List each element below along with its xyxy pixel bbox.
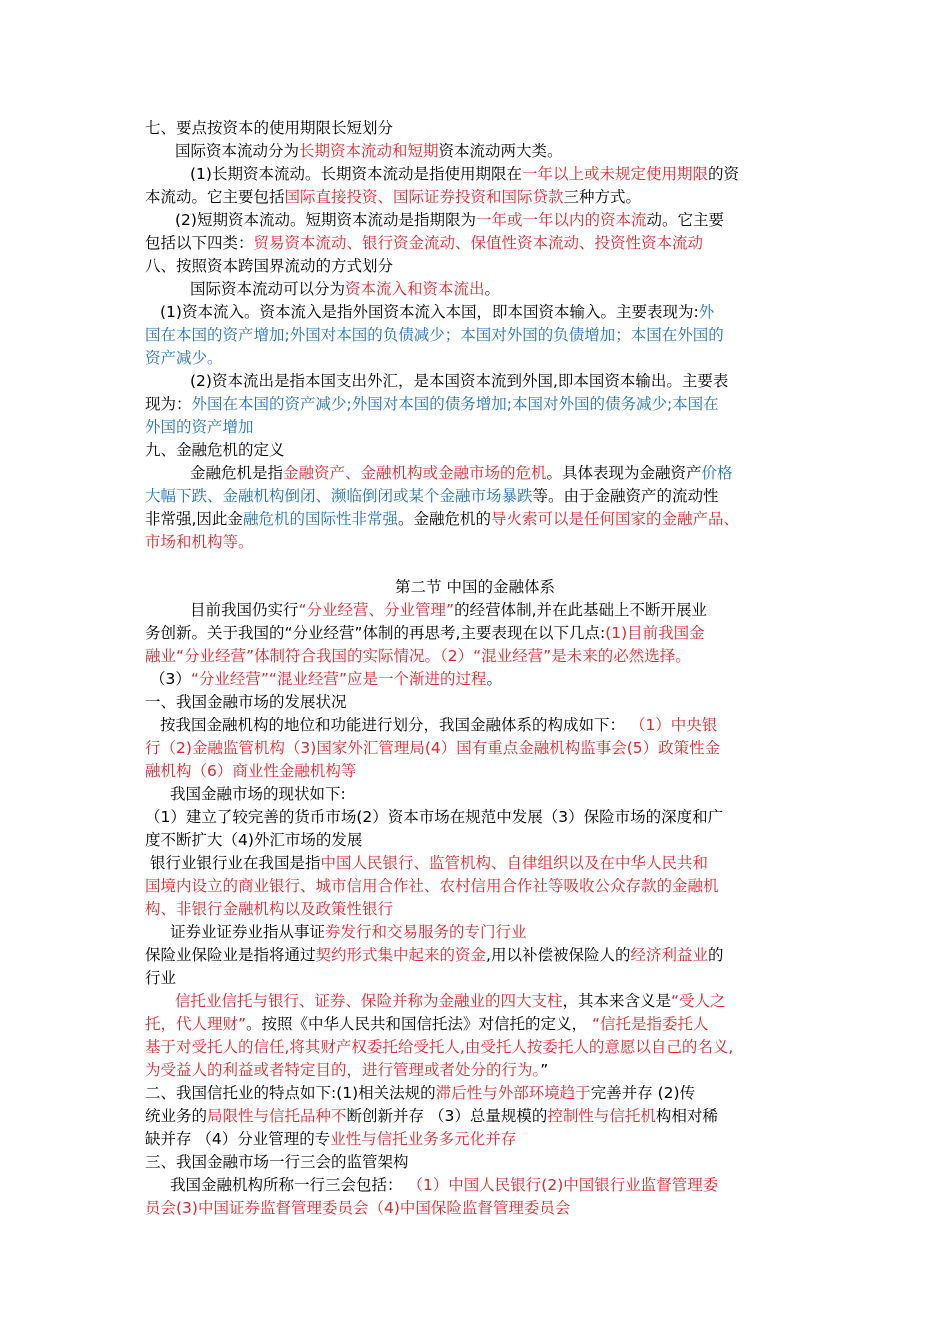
text-line bbox=[145, 485, 719, 508]
text-line bbox=[175, 209, 724, 232]
text-run: (1)长期资本流动。长期资本流动是指使用期限在 bbox=[190, 165, 522, 183]
text-run: (1)资本流入。资本流入是指外国资本流入本国，即本国资本输入。主要表现为: bbox=[160, 303, 699, 321]
text-run: 。 bbox=[486, 670, 503, 688]
text-run: 等。由于金融资产的流动性 bbox=[532, 487, 719, 505]
text-run: 现为： bbox=[145, 395, 192, 413]
highlight-red: “信托是指委托人 bbox=[591, 1015, 709, 1033]
highlight-red: 控制性与信托机 bbox=[547, 1107, 656, 1125]
highlight-blue: 外 bbox=[698, 303, 715, 321]
text-run: 国际资本流动分为 bbox=[175, 142, 300, 160]
text-line bbox=[145, 347, 223, 370]
text-run: 动。它主要 bbox=[646, 211, 724, 229]
text-line bbox=[160, 301, 714, 324]
text-line bbox=[145, 760, 356, 783]
section-heading-1 bbox=[145, 691, 347, 714]
text-run: 二、我国信托业的特点如下:(1)相关法规的 bbox=[145, 1084, 436, 1102]
text-line bbox=[145, 1059, 548, 1082]
highlight-blue: 大幅下跌、金融机构倒闭、濒临倒闭或某个金融市场暴跌 bbox=[145, 487, 533, 505]
text-run: 保险业保险业是指将通过 bbox=[145, 946, 316, 964]
highlight-red: 一年以上或未规定使用期限 bbox=[521, 165, 708, 183]
text-run: 证券业证券业指从事证 bbox=[170, 923, 326, 941]
text-run: 缺并存 （4）分业管理的专 bbox=[145, 1130, 331, 1148]
text-run: 。 bbox=[484, 280, 501, 298]
text-run: 完善并存 (2)传 bbox=[590, 1084, 696, 1102]
text-run: ，其本来含义是 bbox=[562, 992, 672, 1010]
highlight-red: 信托业信托与银行、证券、保险并称为金融业的四大支柱 bbox=[175, 992, 563, 1010]
text-line bbox=[145, 737, 720, 760]
text-run: 按我国金融机构的地位和功能进行划分，我国金融体系的构成如下： bbox=[160, 716, 630, 734]
text-run: 。按照《中华人民共和国信托法》对信托的定义， bbox=[246, 1015, 592, 1033]
highlight-red: 基于对受托人的信任,将其财产权委托给受托人,由受托人按委托人的意愿以自己的名义, bbox=[145, 1038, 734, 1056]
highlight-red: 经济利益业 bbox=[630, 946, 708, 964]
highlight-blue: 价格 bbox=[701, 464, 733, 482]
text-line bbox=[145, 944, 724, 967]
text-run: 九、金融危机的定义 bbox=[145, 441, 285, 459]
text-line bbox=[190, 462, 733, 485]
text-run: 三、我国金融市场一行三会的监管架构 bbox=[145, 1153, 409, 1171]
text-line bbox=[175, 990, 726, 1013]
text-line bbox=[145, 1013, 709, 1036]
highlight-red: 券发行和交易服务的专门行业 bbox=[325, 923, 527, 941]
highlight-blue: 外国的资产增加 bbox=[145, 418, 254, 436]
text-run: 本流动。它主要包括 bbox=[145, 188, 285, 206]
highlight-red: 为受益人的利益或者特定目的，进行管理或者处分的行为。 bbox=[145, 1061, 541, 1079]
text-run: 国际资本流动可以分为 bbox=[190, 280, 346, 298]
text-run: 目前我国仍实行 bbox=[190, 601, 299, 619]
text-line bbox=[145, 324, 724, 347]
text-line bbox=[190, 370, 728, 393]
highlight-blue: 资产减少。 bbox=[145, 349, 223, 367]
text-line bbox=[145, 622, 705, 645]
highlight-red: “分业经营、分业管理” bbox=[298, 601, 455, 619]
highlight-red: 金融资产、金融机构或金融市场的危机 bbox=[283, 464, 547, 482]
text-run: 第二节 中国的金融体系 bbox=[395, 578, 555, 596]
highlight-red: (1)目前我国金 bbox=[605, 624, 705, 642]
highlight-red: 滞后性与外部环境趋于 bbox=[435, 1084, 591, 1102]
text-run: 务创新。关于我国的“分业经营”体制的再思考,主要表现在以下几点: bbox=[145, 624, 606, 642]
highlight-red: 业性与信托业务多元化并存 bbox=[330, 1130, 517, 1148]
text-run: 的 bbox=[707, 946, 724, 964]
text-run: 统业务的 bbox=[145, 1107, 208, 1125]
text-line bbox=[145, 393, 719, 416]
highlight-red: 局限性与信托品种不 bbox=[207, 1107, 347, 1125]
highlight-blue: 外国在本国的资产减少;外国对本国的债务增加;本国对外国的债务减少;本国在 bbox=[191, 395, 719, 413]
highlight-red: 市场和机构等。 bbox=[145, 533, 254, 551]
highlight-red: 托，代人理财” bbox=[145, 1015, 247, 1033]
highlight-red: 贸易资本流动、银行资金流动、保值性资本流动、投资性资本流动 bbox=[253, 234, 704, 252]
text-line bbox=[145, 508, 739, 531]
text-run: 。具体表现为金融资产 bbox=[546, 464, 702, 482]
highlight-red: 融业“分业经营”体制符合我国的实际情况。（2）“混业经营”是未来的必然选择。 bbox=[145, 647, 691, 665]
text-line bbox=[145, 232, 703, 255]
text-run: 七、要点按资本的使用期限长短划分 bbox=[145, 119, 394, 137]
text-run: 我国金融机构所称一行三会包括： bbox=[170, 1176, 408, 1194]
text-line bbox=[160, 714, 717, 737]
text-run: 一、我国金融市场的发展状况 bbox=[145, 693, 347, 711]
text-line bbox=[145, 1105, 718, 1128]
text-run: ” bbox=[540, 1061, 549, 1079]
highlight-red: 中国人民银行、监管机构、自律组织以及在中华人民共和 bbox=[320, 854, 709, 872]
text-line bbox=[175, 140, 563, 163]
chapter-title bbox=[0, 576, 950, 599]
text-run: (2)资本流出是指本国支出外汇，是本国资本流到外国,即本国资本输出。主要表 bbox=[190, 372, 729, 390]
highlight-red: （1）中央银 bbox=[629, 716, 718, 734]
text-line bbox=[145, 416, 254, 439]
highlight-blue: 融危机的国际性非常强 bbox=[242, 510, 398, 528]
text-run: 构相对稀 bbox=[655, 1107, 718, 1125]
section-heading-9 bbox=[145, 439, 285, 462]
highlight-red: 长期资本流动和短期 bbox=[299, 142, 439, 160]
highlight-blue: 国在本国的资产增加;外国对本国的负债减少；本国对外国的负债增加；本国在外国的 bbox=[145, 326, 724, 344]
section-heading-2 bbox=[145, 1082, 695, 1105]
text-line bbox=[150, 668, 502, 691]
text-line bbox=[170, 783, 346, 806]
text-run: （3） bbox=[150, 670, 191, 688]
text-run: 八、按照资本跨国界流动的方式划分 bbox=[145, 257, 394, 275]
highlight-red: 构、非银行金融机构以及政策性银行 bbox=[145, 900, 394, 918]
text-run: 资本流动两大类。 bbox=[438, 142, 563, 160]
text-line bbox=[145, 1036, 733, 1059]
highlight-red: 融机构（6）商业性金融机构等 bbox=[145, 762, 357, 780]
text-run: 非常强,因此金 bbox=[145, 510, 243, 528]
section-heading-3 bbox=[145, 1151, 409, 1174]
highlight-red: （1）中国人民银行(2)中国银行业监督管理委 bbox=[407, 1176, 719, 1194]
text-line bbox=[145, 898, 393, 921]
text-run: 。金融危机的 bbox=[397, 510, 491, 528]
text-line bbox=[145, 645, 691, 668]
text-line bbox=[145, 829, 362, 852]
text-line bbox=[145, 186, 641, 209]
text-line bbox=[145, 875, 719, 898]
highlight-red: 资本流入和资本流出 bbox=[345, 280, 485, 298]
text-line bbox=[145, 531, 254, 554]
text-line bbox=[190, 599, 707, 622]
text-run: ,用以补偿被保险人的 bbox=[486, 946, 631, 964]
text-run: 金融危机是指 bbox=[190, 464, 284, 482]
text-run: 断创新并存 （3）总量规模的 bbox=[346, 1107, 548, 1125]
text-line bbox=[190, 163, 739, 186]
highlight-red: 契约形式集中起来的资金 bbox=[315, 946, 487, 964]
highlight-red: 导火索可以是任何国家的金融产品、 bbox=[490, 510, 739, 528]
text-run: 包括以下四类： bbox=[145, 234, 254, 252]
text-run: 的资 bbox=[707, 165, 739, 183]
highlight-red: 一年或一年以内的资本流 bbox=[475, 211, 647, 229]
section-heading-7 bbox=[145, 117, 393, 140]
text-run: 行业 bbox=[145, 969, 177, 987]
text-line bbox=[145, 1128, 516, 1151]
highlight-red: 国境内设立的商业银行、城市信用合作社、农村信用合作社等吸收公众存款的金融机 bbox=[145, 877, 719, 895]
highlight-red: 员会(3)中国证券监督管理委员会（4)中国保险监督管理委员会 bbox=[145, 1199, 571, 1217]
text-line bbox=[170, 921, 527, 944]
text-line bbox=[145, 1197, 570, 1220]
text-line bbox=[145, 806, 723, 829]
text-line bbox=[150, 852, 708, 875]
text-run: (2)短期资本流动。短期资本流动是指期限为 bbox=[175, 211, 476, 229]
text-line bbox=[145, 967, 176, 990]
text-run: 三种方式。 bbox=[563, 188, 642, 206]
text-run: 的经营体制,并在此基础上不断开展业 bbox=[454, 601, 708, 619]
highlight-red: 行（2)金融监管机构（3)国家外汇管理局(4）国有重点金融机构监事会(5）政策性金 bbox=[145, 739, 721, 757]
text-run: 银行业银行业在我国是指 bbox=[150, 854, 321, 872]
text-run: （1）建立了较完善的货币市场(2）资本市场在规范中发展（3）保险市场的深度和广 bbox=[145, 808, 724, 826]
highlight-red: “受人之 bbox=[671, 992, 726, 1010]
highlight-red: 国际直接投资、国际证券投资和国际贷款 bbox=[284, 188, 564, 206]
text-line bbox=[190, 278, 500, 301]
text-line bbox=[170, 1174, 718, 1197]
section-heading-8 bbox=[145, 255, 393, 278]
text-run: 度不断扩大（4)外汇市场的发展 bbox=[145, 831, 363, 849]
text-run: 我国金融市场的现状如下: bbox=[170, 785, 346, 803]
highlight-red: “分业经营”“混业经营”应是一个渐进的过程 bbox=[190, 670, 487, 688]
